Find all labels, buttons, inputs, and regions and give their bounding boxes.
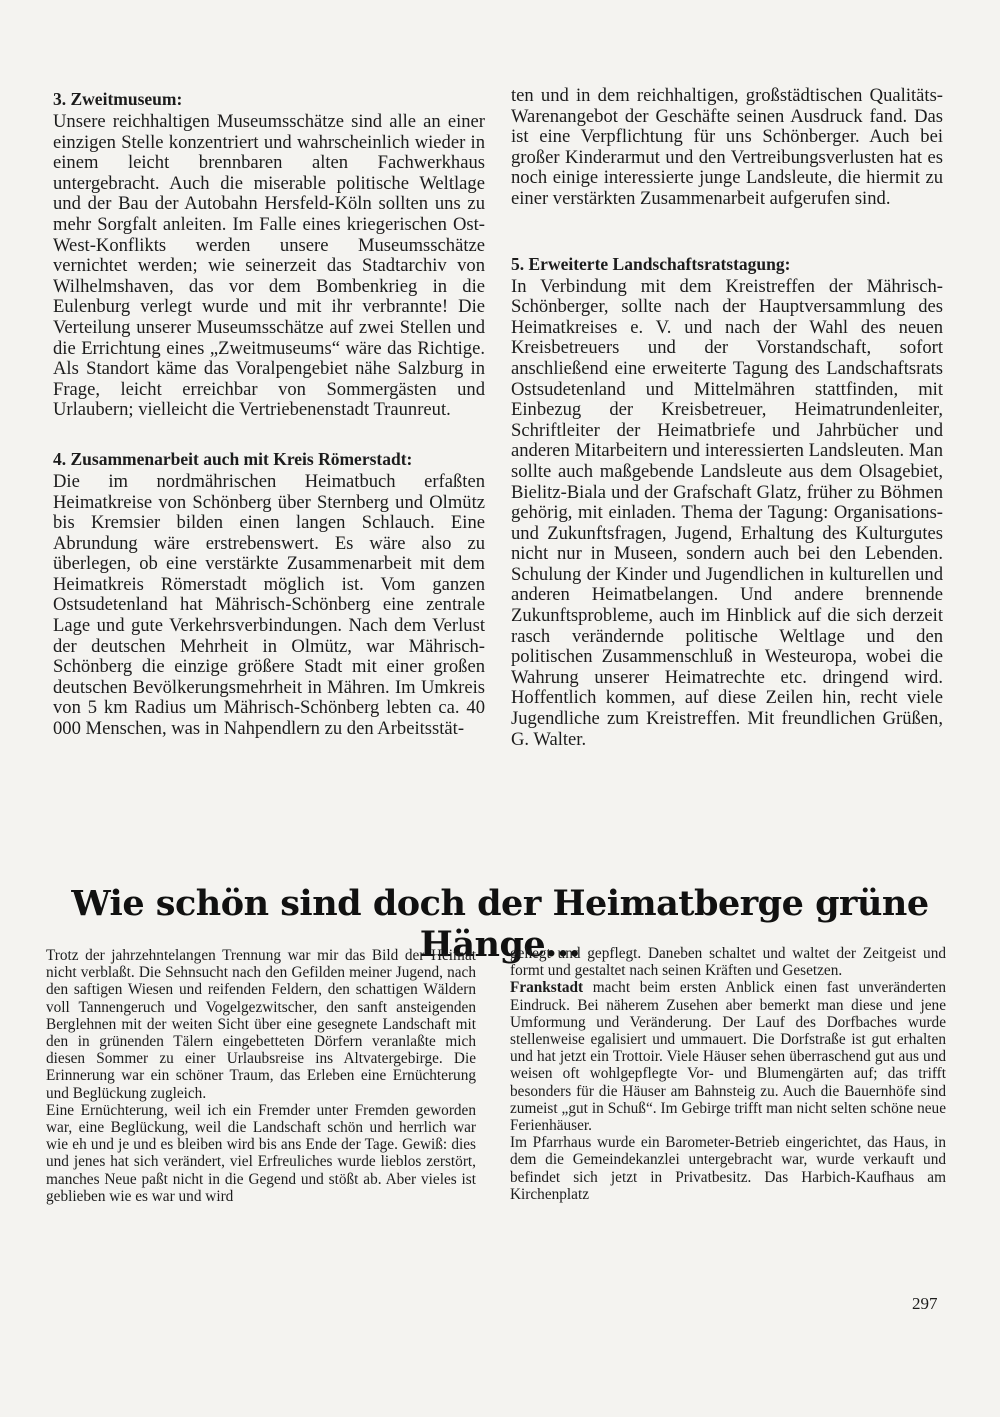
place-name: Frankstadt xyxy=(510,979,584,997)
section-3-text: Unsere reichhaltigen Museumsschätze sind alle an einer einzigen Stelle konzentriert und wahrscheinlich wieder in einem leicht brennbaren alten Fachwerkhaus untergebracht. Auch die miserable politische Weltlage und der Bau der Autobahn Hersfeld-Köln sollten uns zu mehr Sorgfalt anleiten. Im Falle eines kriegerischen Ost-West-Konflikts werden unsere Museumsschätze vernichtet werden; wie seinerzeit das Stadtarchiv von Wilhelmshaven, das vor dem Bombenkrieg in die Eulenburg verlegt wurde und mit ihr verbrannte! Die Verteilung unserer Museumsschätze auf zwei Stellen und die Errichtung eines „Zweitmuseums“ wäre das Richtige. Als Standort käme das Voralpengebiet nähe Salzburg in Frage, leicht erreichbar von Sommergästen und Urlaubern; vielleicht die Vertriebenenstadt Traunreut. xyxy=(53,111,485,421)
lower-right-column xyxy=(510,945,946,1203)
section-4-text: Die im nordmährischen Heimatbuch erfaßten Heimatkreise von Schönberg über Sternberg und Olmütz bis Kremsier bilden einen langen Schlauch. Eine Abrundung wäre erstrebenswert. Es wäre also zu überlegen, ob eine verstärkte Zusammenarbeit mit dem Heimatkreis Römerstadt möglich ist. Vom ganzen Ostsudetenland hat Mährisch-Schönberg eine zentrale Lage und gute Verkehrsverbindungen. Nach dem Verlust der deutschen Mehrheit in Olmütz, war Mährisch-Schönberg die einzige größere Stadt mit einer großen deutschen Bevölkerungsmehrheit in Mähren. Im Umkreis von 5 km Radius um Mährisch-Schönberg lebten ca. 40 000 Menschen, was in Nahpendlern zu den Arbeitsstät- xyxy=(53,470,485,740)
section-5-text: In Verbindung mit dem Kreistreffen der Mährisch-Schönberger, sollte nach der Hauptversammlung des Heimatkreises e. V. und nach der Wahl des neuen Kreisbetreuers und der Vorstandschaft, sofort anschließend eine erweiterte Tagung des Landschaftsrats Ostsudetenland und Mittelmähren stattfinden, mit Einbezug der Kreisbetreuer, Heimatrundenleiter, Schriftleiter der Heimatbriefe und Jahrbücher und anderen Mitarbeitern und interessierten Landsleuten. Man sollte auch maßgebende Landsleute aus dem Olsagebiet, Bielitz-Biala und der Grafschaft Glatz, früher zu Böhmen gehörig, mit einladen. Thema der Tagung: Organisations- und Zukunftsfragen, Jugend, Erhaltung des Kulturgutes nicht nur in Museen, sondern auch bei den Lebenden. Schulung der Kinder und Jugendlichen in kulturellen und anderen Heimatbelangen. Und andere brennende Zukunftsprobleme, auch im Hinblick auf die sich derzeit rasch verändernde politische Weltlage und den politischen Zusammenschluß in Westeuropa, wobei die Wahrung unserer Heimatrechte etc. dringend wird. Hoffentlich kommen, auf diese Zeilen hin, recht viele Jugendliche zum Kreistreffen. Mit freundlichen Grüßen, G. Walter. xyxy=(511,275,943,750)
article-paragraph xyxy=(510,979,946,1134)
article-paragraph: Im Pfarrhaus wurde ein Barometer-Betrieb eingerichtet, das Haus, in dem die Gemeindekanzlei untergebracht war, wurde verkauft und befindet sich jetzt in Privatbesitz. Das Harbich-Kaufhaus am Kirchenplatz xyxy=(510,1134,946,1203)
upper-right-column xyxy=(511,86,943,750)
lower-left-column xyxy=(46,947,476,1205)
section-5-heading: 5. Erweiterte Landschaftsratstagung: xyxy=(511,253,791,274)
page-number: 297 xyxy=(912,1294,938,1313)
article-title: Wie schön sind doch der Heimatberge grüne Hänge... xyxy=(71,883,929,965)
continuation-text: ten und in dem reichhaltigen, großstädtischen Qualitäts-Warenangebot der Geschäfte seinen Ausdruck fand. Das ist eine Verpflichtung für uns Schönberger. Auch bei großer Kinderarmut und den Vertreibungsverlusten hat es noch einige interessierte junge Landsleute, die hiermit zu einer verstärkten Zusammenarbeit aufgerufen sind. xyxy=(511,85,943,209)
upper-left-column xyxy=(53,88,485,740)
article-text: macht beim ersten Anblick einen fast unveränderten Eindruck. Bei näherem Zusehen aber bemerkt man diese und jene Umformung und Veränderung. Der Lauf des Dorfbaches wurde stellenweise egalisiert und ummauert. Die Dorfstraße ist gut erhalten und hat jetzt ein Trottoir. Viele Häuser sehen überraschend gut aus und weisen oft wohlgepflegte Vor- und Blumengärten auf; das trifft besonders für die Häuser am Bahnsteig zu. Auch die Bauernhöfe sind zumeist „gut in Schuß“. Im Gebirge trifft man nicht selten schöne neue Ferienhäuser. xyxy=(510,979,946,1135)
article-paragraph: Eine Ernüchterung, weil ich ein Fremder unter Fremden geworden war, eine Beglückung, weil die Landschaft schön und herrlich war wie eh und je und es bleiben wird bis ans Ende der Tage. Gewiß: dies und jenes hat sich verändert, viel Erfreuliches wurde lieblos zerstört, manches Neue paßt nicht in die Gegend und stößt ab. Aber vieles ist geblieben wie es war und wird xyxy=(46,1101,476,1205)
section-4-heading: 4. Zusammenarbeit auch mit Kreis Römerstadt: xyxy=(53,448,413,469)
article-paragraph: gehegt und gepflegt. Daneben schaltet und waltet der Zeitgeist und formt und gestaltet nach seinen Kräften und Gesetzen. xyxy=(510,945,946,980)
article-paragraph: Trotz der jahrzehntelangen Trennung war mir das Bild der Heimat nicht verblaßt. Die Sehnsucht nach den Gefilden meiner Jugend, nach den saftigen Wiesen und reifenden Feldern, den schattigen Wäldern voll Tannengeruch und Vogelgezwitscher, den sanft ansteigenden Berglehnen mit der weiten Sicht über eine gesegnete Landschaft mit den in grünenden Tälern eingebetteten Dörfern veranlaßte mich diesen Sommer zu einer Urlaubsreise ins Altvatergebirge. Die Erinnerung war ein schöner Traum, das Erleben eine Ernüchterung und Beglückung zugleich. xyxy=(46,947,476,1102)
section-3-heading: 3. Zweitmuseum: xyxy=(53,89,183,109)
spacer xyxy=(53,421,485,448)
spacer xyxy=(511,210,943,253)
